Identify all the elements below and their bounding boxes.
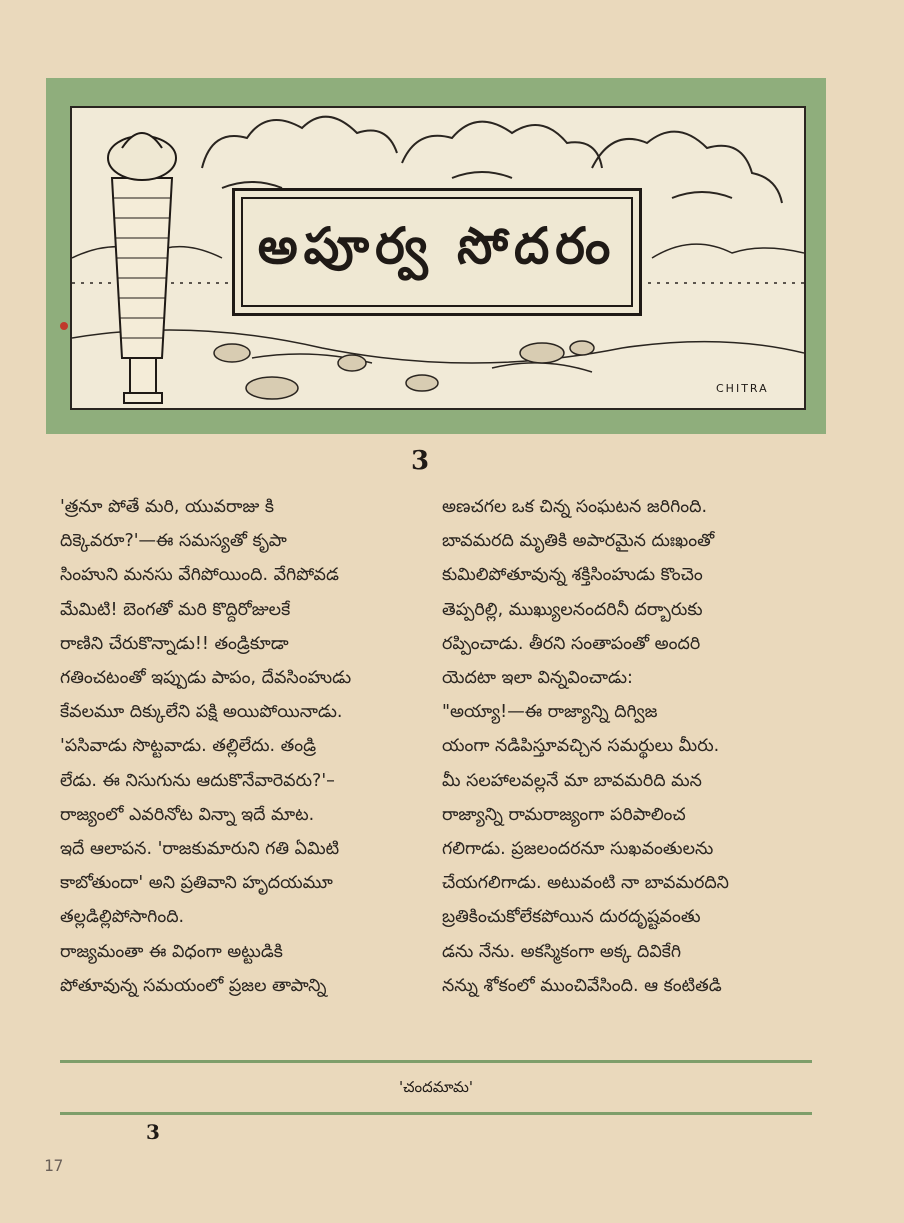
story-title: అపూర్వ సోదరం: [257, 216, 617, 275]
text-line: బ్రతికించుకోలేకపోయిన దురదృష్టవంతు: [442, 907, 701, 928]
text-line: రాణిని చేరుకొన్నాడు!! తండ్రికూడా: [60, 633, 289, 654]
text-line: గలిగాడు. ప్రజలందరనూ సుఖవంతులను: [442, 839, 714, 860]
text-line: గతించటంతో ఇప్పుడు పాపం, దేవసింహుడు: [60, 668, 352, 689]
title-plaque: [232, 188, 642, 316]
banner-illustration: [70, 106, 806, 410]
text-line: నన్ను శోకంలో ముంచివేసింది. ఆ కంటితడి: [442, 975, 722, 996]
text-line: రాజ్యమంతా ఈ విధంగా అట్టుడికి: [60, 941, 283, 962]
text-line: రాజ్యాన్ని రామరాజ్యంగా పరిపాలించ: [442, 804, 686, 825]
text-line: 'త్రనూ పోతే మరి, యువరాజు కి: [60, 497, 275, 517]
artist-signature: CHITRA: [716, 382, 769, 395]
text-line: "అయ్యా!—ఈ రాజ్యాన్ని దిగ్విజ: [442, 702, 658, 723]
page-number: 3: [146, 1120, 160, 1144]
text-line: అణచగల ఒక చిన్న సంఘటన జరిగింది.: [442, 497, 708, 517]
text-line: తల్లడిల్లిపోసాగింది.: [60, 907, 185, 928]
text-line: రప్పించాడు. తీరని సంతాపంతో అందరి: [442, 633, 701, 654]
text-line: దిక్కెవరూ?'—ఈ సమస్యతో కృపా: [60, 531, 287, 552]
text-line: రాజ్యంలో ఎవరినోట విన్నా ఇదే మాట.: [60, 804, 315, 825]
left-column: [60, 490, 432, 1003]
text-line: 'పసివాడు సొట్టవాడు. తల్లిలేదు. తండ్రి: [60, 736, 317, 757]
footer-rule-bottom: [60, 1112, 812, 1115]
text-line: సింహుని మనసు వేగిపోయింది. వేగిపోవడ: [60, 565, 339, 586]
right-column: [442, 490, 812, 1003]
text-line: యెదటా ఇలా విన్నవించాడు:: [442, 668, 633, 689]
text-line: లేడు. ఈ నిసుగును ఆదుకొనేవారెవరు?'–: [60, 770, 335, 791]
text-line: మీ సలహాలవల్లనే మా బావమరిది మన: [442, 770, 702, 791]
margin-mark: 17: [44, 1156, 64, 1175]
text-line: కేవలమూ దిక్కులేని పక్షి అయిపోయినాడు.: [60, 702, 343, 723]
chapter-number: 3: [410, 446, 430, 476]
paper-stain: [60, 322, 68, 330]
text-line: కుమిలిపోతూవున్న శక్తిసింహుడు కొంచెం: [442, 565, 703, 586]
text-line: మేమిటి! బెంగతో మరి కొద్దిరోజులకే: [60, 599, 291, 620]
text-line: యంగా నడిపిస్తూవచ్చిన సమర్థులు మీరు.: [442, 736, 720, 757]
story-banner: [46, 78, 826, 434]
text-line: కాబోతుందా' అని ప్రతివాని హృదయమూ: [60, 873, 333, 894]
magazine-name: 'చందమామ': [399, 1078, 473, 1096]
text-line: బావమరది మృతికి అపారమైన దుఃఖంతో: [442, 531, 715, 552]
footer-rule-top: [60, 1060, 812, 1063]
text-line: డను నేను. అకస్మికంగా అక్క దివికేగి: [442, 941, 682, 962]
text-line: చేయగలిగాడు. అటువంటి నా బావమరదిని: [442, 873, 729, 894]
text-line: పోతూవున్న సమయంలో ప్రజల తాపాన్ని: [60, 975, 327, 996]
text-line: తెప్పరిల్లి, ముఖ్యులనందరినీ దర్బారుకు: [442, 599, 703, 620]
text-line: ఇదే ఆలాపన. 'రాజకుమారుని గతి ఏమిటి: [60, 839, 340, 860]
